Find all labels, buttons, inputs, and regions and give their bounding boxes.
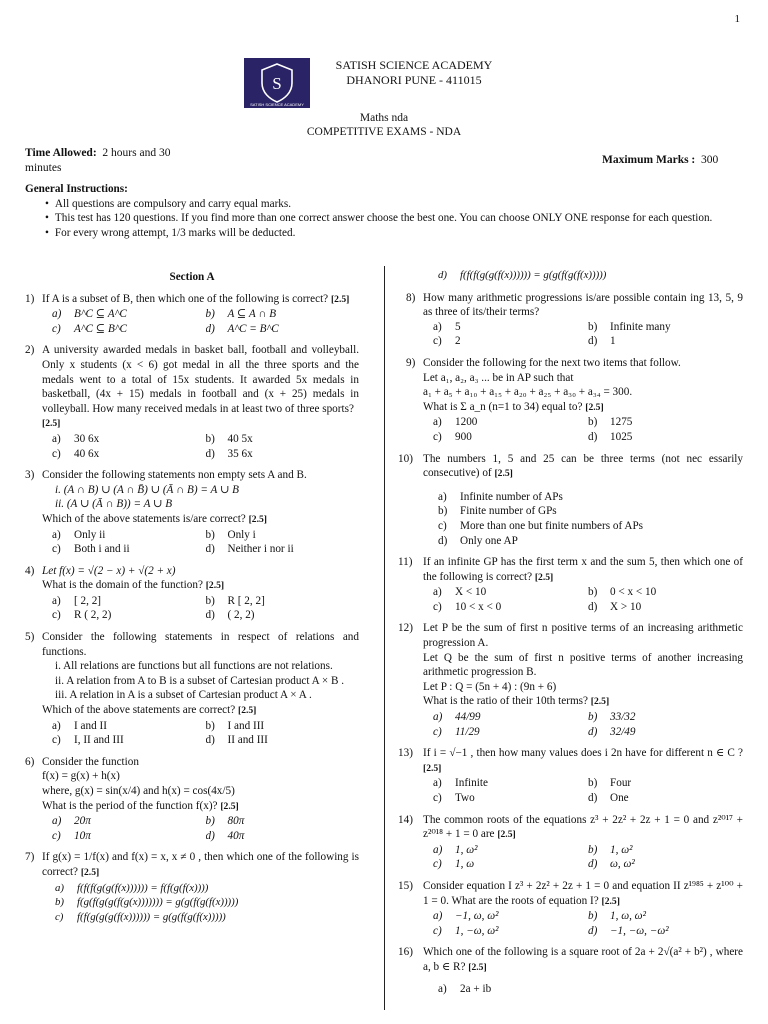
exam-title: COMPETITIVE EXAMS - NDA (306, 126, 462, 138)
time-value-2: minutes (25, 161, 62, 174)
option-c[interactable]: c) 10 < x < 0 (433, 600, 502, 613)
right-column (398, 268, 743, 996)
option-d[interactable]: d) 32/49 (588, 725, 636, 738)
instruction-item: • This test has 120 questions. If you find more than one correct answer choose the best one. You can choose ONLY ONE response for each question. (45, 212, 713, 225)
option-c[interactable]: c) More than one but finite numbers of APs (438, 519, 644, 532)
svg-text:S: S (272, 74, 282, 93)
option-d[interactable]: d) Neither i nor ii (205, 543, 294, 556)
left-column (25, 270, 359, 924)
option-b[interactable]: b) 1, ω² (588, 843, 633, 856)
logo-caption: SATISH SCIENCE ACADEMY (250, 102, 304, 107)
question-1: 1) If A is a subset of B, then which one of the following is correct? [2.5] a) B^C ⊆ A^C b) A ⊆ A ∩ B c) A^C ⊆ B^C d) A^C = B^C (25, 292, 359, 337)
question-6: 6) Consider the function f(x) = g(x) + h(x) where, g(x) = sin(x/4) and h(x) = cos(4x/5) What is the period of the function f(x)? [2.5] a) 20π b) 80π c) 10π d) 40π (25, 755, 359, 844)
option-b[interactable]: b) 1275 (588, 416, 633, 429)
option-b[interactable]: b) 40 5x (205, 432, 253, 445)
option-c[interactable]: c) 1, −ω, ω² (433, 924, 499, 937)
option-c[interactable]: c) 40 6x (52, 447, 100, 460)
option-d[interactable]: d) II and III (205, 734, 268, 747)
question-12: 12) Let P be the sum of first n positive terms of an increasing arithmetic progression A. Let Q be the sum of first n positive terms of another increasing arithmetic progression B. Let P : Q = (5n + 4) : (9n + 6) What is the ratio of their 10th terms? [2.5] a) 44/99 b) 33/32 c) 11/29 d) 32/49 (398, 622, 743, 738)
question-8: 8) How many arithmetic progressions is/are possible contain ing 13, 5, 9 as three of its/their terms? a) 5 b) Infinite many c) 2 d) 1 (406, 291, 743, 348)
option-b[interactable]: b) A ⊆ A ∩ B (205, 308, 277, 321)
option-a[interactable]: a) Only ii (52, 528, 106, 541)
option-a[interactable]: a) B^C ⊆ A^C (52, 308, 127, 321)
option-d[interactable]: d) A^C = B^C (205, 322, 279, 335)
instructions-title: General Instructions: (25, 183, 128, 195)
time-allowed (25, 146, 225, 175)
option-b[interactable]: b) Only i (205, 528, 256, 541)
option-a[interactable]: a) −1, ω, ω² (433, 910, 499, 923)
option-d[interactable]: d) 1025 (588, 430, 633, 443)
option-a[interactable]: a) 5 (433, 320, 461, 333)
page-number: 1 (734, 13, 740, 25)
statement-ii: ii. A relation from A to B is a subset of Cartesian product A × B . (55, 674, 345, 687)
statement-i: i. All relations are functions but all functions are not relations. (55, 660, 333, 673)
option-a[interactable]: a) X < 10 (433, 586, 487, 599)
option-a[interactable]: a) 20π (52, 815, 91, 828)
option-c[interactable]: c) I, II and III (52, 734, 124, 747)
marks-value: 300 (701, 154, 719, 166)
option-b[interactable]: b) I and III (205, 719, 265, 732)
shield-icon (257, 61, 297, 105)
option-d[interactable]: d) ( 2, 2) (205, 609, 255, 622)
option-d[interactable]: d) 40π (205, 829, 245, 842)
option-b[interactable]: b) 33/32 (588, 711, 636, 724)
option-b[interactable]: b) 0 < x < 10 (588, 586, 657, 599)
question-2: 2) A university awarded medals in basket ball, football and volleyball. Only x students (x < 6) got medal in all the three sports and the medals went to a total of 15x students. It awarded 5x medals in basketball, (4x + 15) medals in football and (x + 25) medals in volleyball. How many received medals in at least two of three sports? [2.5] a) 30 6x b) 40 5x c) 40 6x d) 35 6x (25, 344, 359, 460)
statement-iii: iii. A relation in A is a subset of Cartesian product A × A . (55, 689, 312, 702)
option-b[interactable]: b) R [ 2, 2] (205, 594, 265, 607)
question-14: 14) The common roots of the equations z³ + 2z² + 2z + 1 = 0 and z²⁰¹⁷ + z²⁰¹⁸ + 1 = 0 are [2.5] a) 1, ω² b) 1, ω² c) 1, ω d) ω, ω² (398, 813, 743, 871)
option-b[interactable]: b) Finite number of GPs (438, 505, 557, 518)
academy-location: DHANORI PUNE - 411015 (346, 73, 482, 87)
time-label: Time Allowed: (25, 147, 97, 159)
option-d[interactable]: d) One (588, 792, 629, 804)
question-16: 16) Which one of the following is a square root of 2a + 2√(a² + b²) , where a, b ∈ R? [2.5] a) 2a + ib (398, 946, 743, 995)
option-d[interactable]: d) Only one AP (438, 534, 518, 547)
option-a[interactable]: a) f(f(f(g(g(f(x)))))) = f(f(g(f(x)))) (55, 881, 209, 894)
instruction-item: • All questions are compulsory and carry equal marks. (45, 197, 292, 210)
academy-name: SATISH SCIENCE ACADEMY (335, 58, 493, 72)
question-9: 9) Consider the following for the next two items that follow. Let a₁, a₂, a₃ ... be in AP such that a₁ + a₅ + a₁₀ + a₁₅ + a₂₀ + a₂₅ + a₃₀ + a₃₄ = 300. What is Σ a_n (n=1 to 34) equal to? [2.5] a) 1200 b) 1275 c) 900 d) 1025 (398, 356, 743, 445)
time-value: 2 hours and 30 (102, 147, 171, 159)
option-a[interactable]: a) 1200 (433, 416, 478, 429)
option-c[interactable]: c) 2 (433, 335, 461, 348)
section-title: Section A (169, 271, 215, 283)
option-b[interactable]: b) Four (588, 777, 632, 790)
question-15: 15) Consider equation I z³ + 2z² + 2z + 1 = 0 and equation II z¹⁹⁸⁵ + z¹⁰⁰ + 1 = 0. What are the roots of equation I? [2.5] a) −1, ω, ω² b) 1, ω, ω² c) 1, −ω, ω² d) −1, −ω, −ω² (398, 879, 743, 937)
column-divider (384, 266, 385, 1010)
option-d[interactable]: d) f(f(f(g(g(f(x)))))) = g(g(f(g(f(x))))) (438, 269, 607, 281)
option-d[interactable]: d) ω, ω² (588, 858, 635, 871)
question-10: 10) The numbers 1, 5 and 25 can be three terms (not nec essarily consecutive) of [2.5] a) Infinite number of APs b) Finite number of GPs c) More than one but finite numbers of APs d) Only one AP (398, 452, 743, 547)
option-d[interactable]: d) 35 6x (205, 447, 253, 460)
option-c[interactable]: c) f(f(g(g(g(f(x)))))) = g(g(f(g(f(x))))) (55, 910, 226, 923)
general-instructions (25, 182, 750, 240)
option-c[interactable]: c) 1, ω (433, 858, 475, 871)
option-a[interactable]: a) Infinite number of APs (438, 490, 563, 503)
option-a[interactable]: a) [ 2, 2] (52, 594, 102, 607)
option-c[interactable]: c) A^C ⊆ B^C (52, 322, 127, 335)
option-d[interactable]: d) −1, −ω, −ω² (588, 924, 669, 937)
subject-line: Maths nda (359, 112, 409, 124)
option-d[interactable]: d) X > 10 (588, 600, 642, 613)
option-a[interactable]: a) 2a + ib (438, 982, 492, 995)
option-b[interactable]: b) f(g(f(g(g(f(g(x))))))) = g(g(f(g(f(x))))) (55, 896, 239, 909)
question-13: 13) If i = √−1 , then how many values does i 2n have for different n ∈ C ? [2.5] a) Infinite b) Four c) Two d) One (398, 747, 743, 804)
question-4: 4) Let f(x) = √(2 − x) + √(2 + x) What is the domain of the function? [2.5] a) [ 2, 2] b) R [ 2, 2] c) R ( 2, 2) d) ( 2, 2) (25, 564, 359, 623)
statement-ii: ii. (A ∪ (Ā ∩ B)) = A ∪ B (55, 498, 173, 511)
option-a[interactable]: a) 30 6x (52, 432, 100, 445)
question-3: 3) Consider the following statements non empty sets A and B. i. (A ∩ B) ∪ (A ∩ B̄) ∪ (Ā ∩ B) = A ∪ B ii. (A ∪ (Ā ∩ B)) = A ∪ B Which of the above statements is/are correct? [2.5] a) Only ii b) Only i c) Both i and ii d) Neither i nor ii (25, 468, 359, 557)
option-c[interactable]: c) 900 (433, 430, 472, 443)
option-c[interactable]: c) 10π (52, 829, 91, 842)
option-a[interactable]: a) I and II (52, 719, 107, 732)
option-c[interactable]: c) Two (433, 792, 475, 804)
option-a[interactable]: a) 1, ω² (433, 843, 478, 856)
option-c[interactable]: c) Both i and ii (52, 543, 130, 556)
max-marks (602, 153, 718, 168)
question-5: 5) Consider the following statements in respect of relations and functions. i. All relations are functions but all functions are not relations. ii. A relation from A to B is a subset of Cartesian product A × B . iii. A relation in A is a subset of Cartesian product A × A . Which of the above statements are correct? [2.5] a) I and II b) I and III c) I, II and III d) II and III (25, 631, 359, 747)
option-b[interactable]: b) 80π (205, 815, 245, 828)
instruction-item: • For every wrong attempt, 1/3 marks will be deducted. (45, 226, 296, 239)
option-b[interactable]: b) Infinite many (588, 320, 671, 333)
marks-label: Maximum Marks : (602, 154, 696, 166)
option-d[interactable]: d) 1 (588, 335, 616, 348)
academy-header (324, 58, 504, 88)
question-11: 11) If an infinite GP has the first term x and the sum 5, then which one of the following is correct? [2.5] a) X < 10 b) 0 < x < 10 c) 10 < x < 0 d) X > 10 (398, 556, 743, 613)
option-a[interactable]: a) 44/99 (433, 711, 481, 724)
option-c[interactable]: c) R ( 2, 2) (52, 609, 112, 622)
option-b[interactable]: b) 1, ω, ω² (588, 910, 646, 923)
academy-logo (244, 58, 310, 108)
statement-i: i. (A ∩ B) ∪ (A ∩ B̄) ∪ (Ā ∩ B) = A ∪ B (55, 483, 239, 496)
question-7: 7) If g(x) = 1/f(x) and f(x) = x, x ≠ 0 , then which one of the following is correct? [2.5] a) f(f(f(g(g(f(x)))))) = f(f(g(f(x)))) b) f(g(f(g(g(f(g(x))))))) = g(g(f(g(f(x))))) c) f(f(g(g(g(f(x)))))) = g(g(f(g(f(x))))) (25, 851, 359, 923)
option-a[interactable]: a) Infinite (433, 777, 488, 790)
option-c[interactable]: c) 11/29 (433, 725, 480, 738)
